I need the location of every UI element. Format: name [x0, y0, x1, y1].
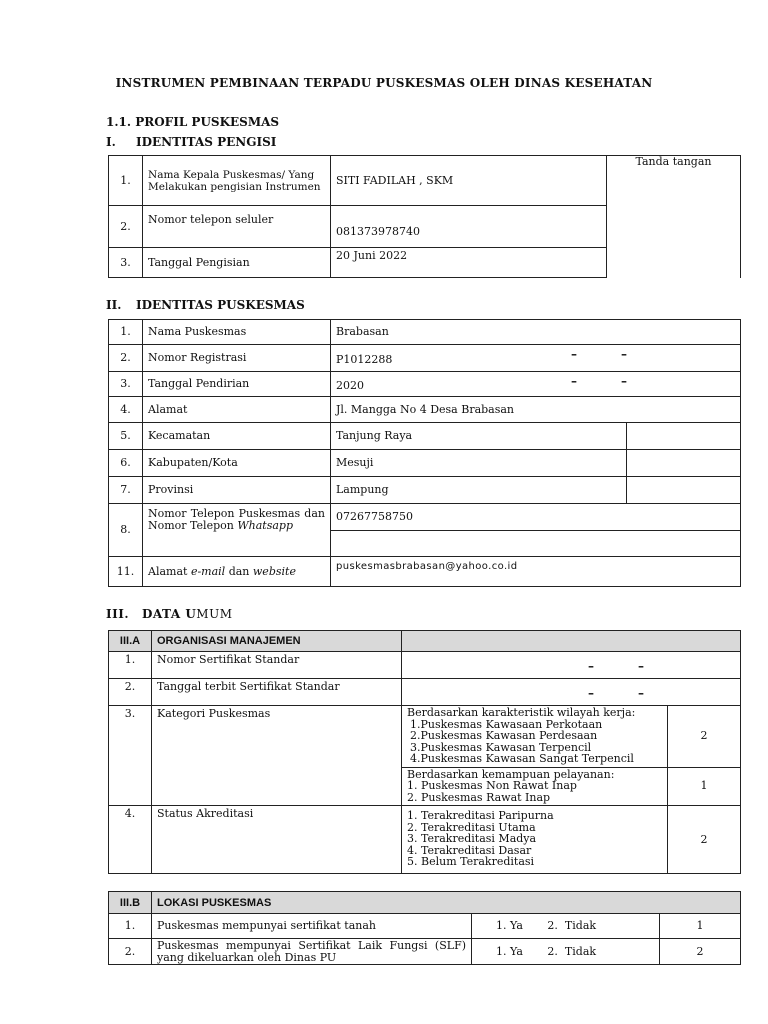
table-header-row	[109, 631, 741, 652]
row-label	[143, 504, 331, 557]
row-label: Tanggal Pendirian	[143, 372, 331, 397]
section-label: IDENTITAS PUSKESMAS	[136, 298, 305, 312]
table-row	[109, 372, 741, 397]
option-item: 3.Puskesmas Kawasan Terpencil	[410, 740, 592, 754]
row-number: 1.	[109, 914, 152, 939]
table-row	[109, 652, 741, 679]
row-number: 8.	[109, 504, 143, 557]
row-label: Kecamatan	[143, 423, 331, 450]
section-identitas-puskesmas-heading	[106, 298, 305, 312]
header-code: III.B	[109, 892, 152, 914]
row-label: Puskesmas mempunyai sertifikat tanah	[152, 914, 472, 939]
row-value: Jl. Mangga No 4 Desa Brabasan	[331, 397, 741, 423]
akreditasi-options	[402, 806, 668, 874]
identitas-puskesmas-table	[108, 319, 741, 587]
table-row	[109, 806, 741, 874]
label-italic: website	[252, 564, 296, 578]
dash-mark: –	[588, 659, 594, 673]
section-data-umum-heading	[106, 607, 232, 621]
row-value: Lampung	[331, 477, 627, 504]
selected-value: 1	[660, 914, 741, 939]
signature-label: Tanda tangan	[635, 155, 712, 168]
row-value: 081373978740	[331, 206, 607, 248]
row-label: Nomor Sertifikat Standar	[152, 652, 402, 679]
kategori-pelayanan-options	[402, 767, 668, 806]
section-number: III.	[106, 607, 130, 621]
row-number: 5.	[109, 423, 143, 450]
selected-value: 1	[668, 767, 741, 806]
row-label: Nama Puskesmas	[143, 320, 331, 345]
row-number: 4.	[109, 806, 152, 874]
email-value: puskesmasbrabasan@yahoo.co.id	[331, 557, 741, 587]
empty-cell	[627, 477, 741, 504]
dash-mark: –	[571, 374, 577, 388]
row-number: 1.	[109, 156, 143, 206]
row-number: 2.	[109, 679, 152, 706]
table-row	[109, 706, 741, 768]
section-number: II.	[106, 298, 122, 312]
row-label: Provinsi	[143, 477, 331, 504]
row-value: SITI FADILAH , SKM	[331, 156, 607, 206]
option-item: 1. Terakreditasi Paripurna	[407, 809, 554, 822]
table-row	[109, 914, 741, 939]
table-row	[109, 939, 741, 965]
table-row	[109, 477, 741, 504]
header-label: ORGANISASI MANAJEMEN	[152, 631, 402, 652]
row-number: 3.	[109, 248, 143, 278]
table-row	[109, 450, 741, 477]
row-label: Tanggal terbit Sertifikat Standar	[152, 679, 402, 706]
row-label: Nomor Registrasi	[143, 345, 331, 372]
kategori-wilayah-options	[402, 706, 668, 768]
option-item: 1.Puskesmas Kawasaan Perkotaan	[410, 717, 603, 731]
row-label: Status Akreditasi	[152, 806, 402, 874]
row-number: 1.	[109, 652, 152, 679]
table-row	[109, 345, 741, 372]
row-label: Kabupaten/Kota	[143, 450, 331, 477]
table-row	[109, 397, 741, 423]
row-value: Brabasan	[331, 320, 741, 345]
empty-cell	[627, 450, 741, 477]
header-code: III.A	[109, 631, 152, 652]
row-value	[331, 345, 741, 372]
yes-no-options: 1. Ya 2. Tidak	[472, 914, 660, 939]
option-item: 2.Puskesmas Kawasan Perdesaan	[410, 729, 598, 742]
dash-mark: –	[571, 347, 577, 361]
row-number: 2.	[109, 345, 143, 372]
label-text: Alamat	[148, 564, 191, 578]
row-value	[331, 372, 741, 397]
founding-year: 2020	[336, 379, 364, 392]
label-italic: Whatsapp	[237, 518, 293, 532]
signature-cell	[607, 156, 741, 278]
row-label: Tanggal Pengisian	[143, 248, 331, 278]
dash-mark: –	[638, 659, 644, 673]
row-value	[402, 652, 741, 679]
section-number: I.	[106, 135, 116, 149]
section-label: DATA U	[142, 607, 197, 621]
table-row	[109, 320, 741, 345]
section-profil-heading: 1.1. PROFIL PUSKESMAS	[106, 115, 280, 129]
empty-cell	[627, 423, 741, 450]
option-item: 1. Puskesmas Non Rawat Inap	[407, 779, 577, 792]
option-item: 3. Terakreditasi Madya	[407, 832, 537, 845]
table-row	[109, 156, 741, 206]
selected-value: 2	[660, 939, 741, 965]
row-label	[143, 557, 331, 587]
row-value: 20 Juni 2022	[331, 248, 607, 278]
header-empty	[402, 631, 741, 652]
row-value: Tanjung Raya	[331, 423, 627, 450]
row-label: Kategori Puskesmas	[152, 706, 402, 806]
row-number: 2.	[109, 939, 152, 965]
option-item: 2. Terakreditasi Utama	[407, 820, 536, 834]
dash-mark: –	[638, 686, 644, 700]
document-title: INSTRUMEN PEMBINAAN TERPADU PUSKESMAS OLEH DINAS KESEHATAN	[115, 76, 653, 90]
label-italic: e-mail	[190, 564, 226, 578]
dash-mark: –	[588, 686, 594, 700]
option-item: 2. Puskesmas Rawat Inap	[407, 790, 551, 804]
row-number: 7.	[109, 477, 143, 504]
row-label: Puskesmas mempunyai Sertifikat Laik Fungsi (SLF) yang dikeluarkan oleh Dinas PU	[152, 939, 472, 965]
option-item: 4.Puskesmas Kawasan Sangat Terpencil	[410, 752, 634, 765]
label-text: dan	[225, 564, 253, 578]
option-item: 4. Terakreditasi Dasar	[407, 843, 532, 857]
empty-cell	[331, 531, 741, 557]
dash-mark: –	[621, 374, 627, 388]
row-label: Nama Kepala Puskesmas/ Yang Melakukan pengisian Instrumen	[143, 156, 331, 206]
selected-value: 2	[668, 806, 741, 874]
row-number: 4.	[109, 397, 143, 423]
row-value: Mesuji	[331, 450, 627, 477]
row-number: 11.	[109, 557, 143, 587]
option-item: 5. Belum Terakreditasi	[407, 855, 535, 868]
row-number: 6.	[109, 450, 143, 477]
row-number: 2.	[109, 206, 143, 248]
organisasi-manajemen-table	[108, 630, 741, 874]
section-identitas-pengisi-heading	[106, 135, 276, 149]
row-number: 3.	[109, 372, 143, 397]
row-value: 07267758750	[331, 504, 741, 531]
table-row	[109, 557, 741, 587]
identitas-pengisi-table	[108, 155, 741, 278]
lokasi-puskesmas-table	[108, 891, 741, 965]
header-label: LOKASI PUSKESMAS	[152, 892, 741, 914]
row-number: 1.	[109, 320, 143, 345]
label-text: Nomor Telepon Puskesmas dan Nomor Telepon	[148, 507, 325, 532]
row-value	[402, 679, 741, 706]
registration-number: P1012288	[336, 353, 393, 366]
section-label-tail: MUM	[196, 607, 233, 621]
table-row	[109, 679, 741, 706]
row-number: 3.	[109, 706, 152, 806]
options-title: Berdasarkan karakteristik wilayah kerja:	[407, 706, 636, 719]
dash-mark: –	[621, 347, 627, 361]
section-label: IDENTITAS PENGISI	[136, 135, 277, 149]
row-label: Nomor telepon seluler	[143, 206, 331, 248]
row-label: Alamat	[143, 397, 331, 423]
table-row	[109, 423, 741, 450]
yes-no-options: 1. Ya 2. Tidak	[472, 939, 660, 965]
table-row	[109, 504, 741, 531]
selected-value: 2	[668, 706, 741, 768]
table-header-row	[109, 892, 741, 914]
options-title: Berdasarkan kemampuan pelayanan:	[407, 767, 615, 781]
